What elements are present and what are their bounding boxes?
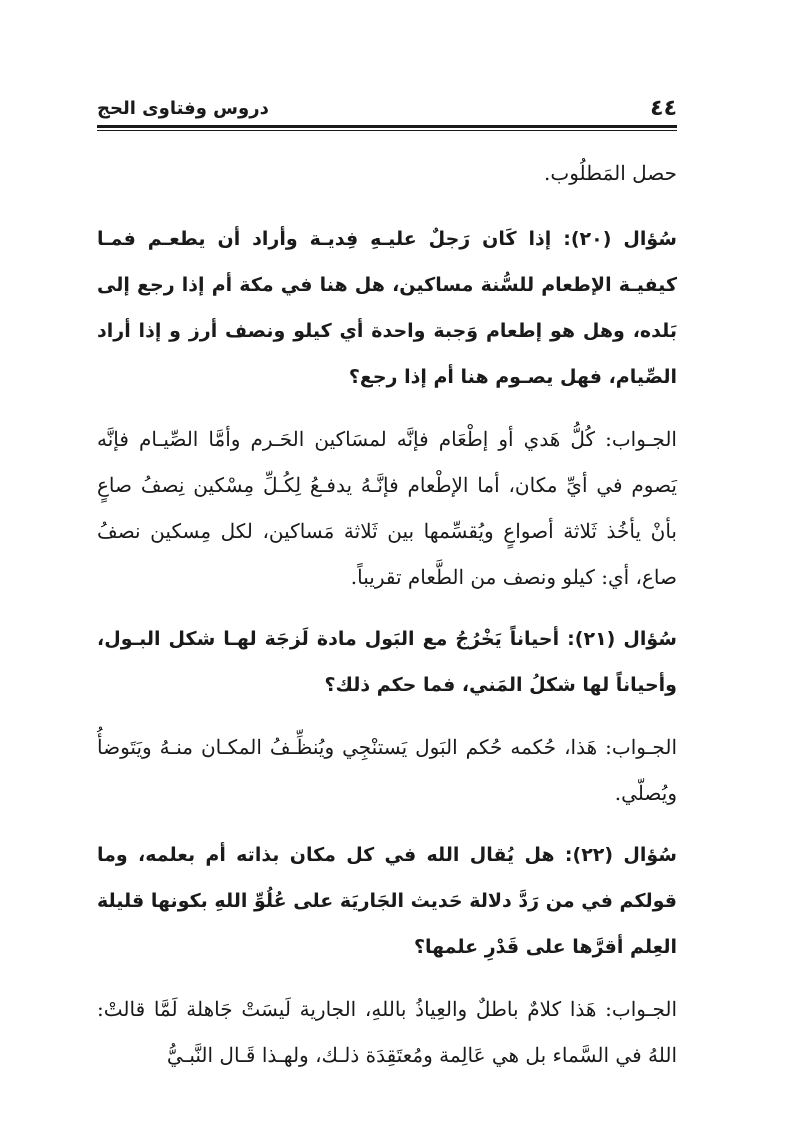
paragraph-answer-22: الجـواب: هَذا كلامٌ باطلٌ والعِياذُ باللهِ، الجارية لَيسَتْ جَاهلة لَمَّا قالتْ: اللهُ في السَّماء بل هي عَالِمة ومُعتَقِدَة ذلـك، ولهـذا قَـال النَّبـيُّ — [97, 997, 677, 1067]
paragraph-answer-21: الجـواب: هَذا، حُكمه حُكم البَول يَستنْجِي ويُنظِّـفُ المكـان منـهُ ويَتَوضأُ ويُصلّي. — [97, 735, 677, 805]
page-number: ٤٤ — [650, 96, 677, 121]
paragraph-question-20: سُؤال (٢٠): إذا كَان رَجلٌ عليـهِ فِديـة وأراد أن يطعـم فمـا كيفيـة الإطعام للسُّنة مساكين، هل هنا في مكة أم إذا رجع إلى بَلده، وهل هو إطعام وَجبة واحدة أي كيلو ونصف أرز و إذا أراد الصِّيام، فهل يصـوم هنا أم إذا رجع؟ — [97, 228, 677, 388]
paragraph-question-21: سُؤال (٢١): أحياناً يَخْرُجُ مع البَول مادة لَزجَة لهـا شكل البـول، وأحياناً لها شكلُ المَني، فما حكم ذلك؟ — [97, 628, 677, 696]
page-body — [97, 150, 677, 1094]
running-title: دروس وفتاوى الحج — [97, 98, 269, 119]
paragraph-answer-20: الجـواب: كُلُّ هَدي أو إطْعَام فإنَّه لمسَاكين الحَـرم وأمَّا الصِّيـام فإنَّه يَصوم في أيِّ مكان، أما الإطْعام فإنَّـهُ يدفـعُ لِكُـلِّ مِسْكين نِصفُ صاعٍ بأنْ يأخُذ ثَلاثة أصواعٍ ويُقسِّمها بين ثَلاثة مَساكين، لكل مِسكين نصفُ صاع، أي: كيلو ونصف من الطَّعام تقريباً. — [97, 427, 677, 589]
page-header — [97, 96, 677, 122]
header-rule-thick — [97, 125, 677, 128]
paragraph-question-22: سُؤال (٢٢): هل يُقال الله في كل مكان بذاته أم بعلمه، وما قولكم في من رَدَّ دلالة حَديث الجَاريَة على عُلُوِّ اللهِ بكونها قليلة العِلم أقرَّها على قَدْرِ علمها؟ — [97, 844, 677, 958]
header-rule-thin — [97, 130, 677, 131]
paragraph-answer-continued: حصل المَطلُوب. — [544, 161, 677, 185]
